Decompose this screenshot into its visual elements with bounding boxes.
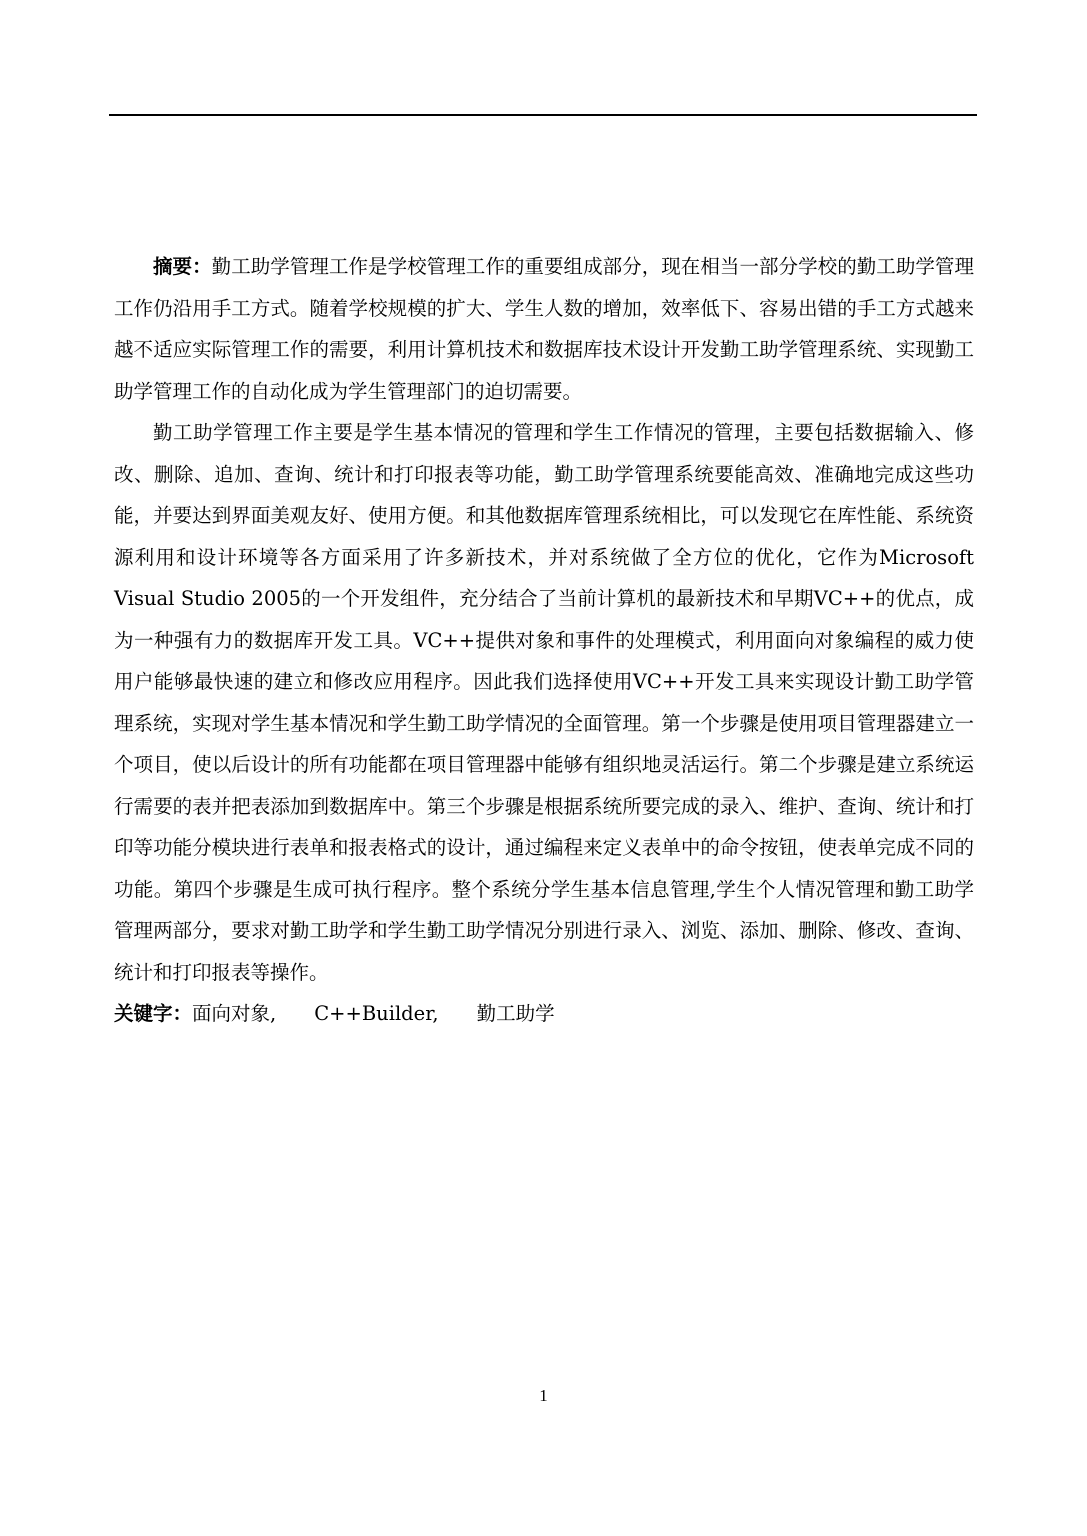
abstract-paragraph-1-text: 勤工助学管理工作是学校管理工作的重要组成部分，现在相当一部分学校的勤工助学管理工作仍沿用手工方式。随着学校规模的扩大、学生人数的增加，效率低下、容易出错的手工方式越来越不适应实际管理工作的需要，利用计算机技术和数据库技术设计开发勤工助学管理系统、实现勤工助学管理工作的自动化成为学生管理部门的迫切需要。	[114, 255, 974, 403]
header-rule	[109, 114, 977, 116]
abstract-label: 摘要：	[153, 255, 212, 278]
keyword-1: 面向对象,	[192, 1002, 277, 1025]
keywords-line	[114, 993, 974, 1035]
abstract-section	[114, 246, 974, 1035]
page-number: 1	[539, 1386, 548, 1405]
keyword-3: 勤工助学	[476, 1002, 555, 1025]
abstract-paragraph-1	[114, 246, 974, 412]
keyword-2: C++Builder,	[314, 1002, 439, 1025]
abstract-paragraph-2: 勤工助学管理工作主要是学生基本情况的管理和学生工作情况的管理，主要包括数据输入、修改、删除、追加、查询、统计和打印报表等功能，勤工助学管理系统要能高效、准确地完成这些功能，并要达到界面美观友好、使用方便。和其他数据库管理系统相比，可以发现它在库性能、系统资源利用和设计环境等各方面采用了许多新技术，并对系统做了全方位的优化，它作为Microsoft Visual Studio 2005的一个开发组件，充分结合了当前计算机的最新技术和早期VC++的优点，成为一种强有力的数据库开发工具。VC++提供对象和事件的处理模式，利用面向对象编程的威力使用户能够最快速的建立和修改应用程序。因此我们选择使用VC++开发工具来实现设计勤工助学管理系统，实现对学生基本情况和学生勤工助学情况的全面管理。第一个步骤是使用项目管理器建立一个项目，使以后设计的所有功能都在项目管理器中能够有组织地灵活运行。第二个步骤是建立系统运行需要的表并把表添加到数据库中。第三个步骤是根据系统所要完成的录入、维护、查询、统计和打印等功能分模块进行表单和报表格式的设计，通过编程来定义表单中的命令按钮，使表单完成不同的功能。第四个步骤是生成可执行程序。整个系统分学生基本信息管理,学生个人情况管理和勤工助学管理两部分，要求对勤工助学和学生勤工助学情况分别进行录入、浏览、添加、删除、修改、查询、统计和打印报表等操作。	[114, 421, 974, 984]
keywords-label: 关键字：	[114, 1002, 193, 1025]
